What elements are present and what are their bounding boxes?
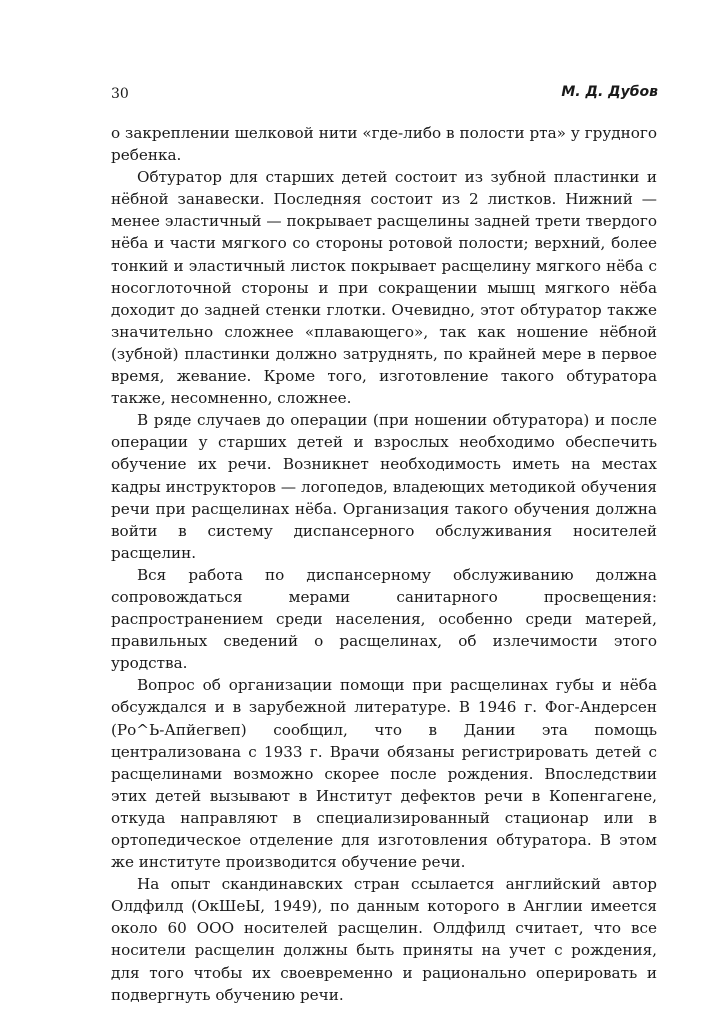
body-text xyxy=(111,122,657,1006)
running-head-author: М. Д. Дубов xyxy=(561,84,658,100)
page-number: 30 xyxy=(111,86,129,102)
paragraph-sanitary-education: Вся работа по диспансерному обслуживанию должна сопровождаться мерами санитарного просвещения: распространением среди населения, особенно среди матерей, правильных сведений о расщелинах, об излечимости этого уродства. xyxy=(111,565,657,673)
paragraph-foreign-literature: Вопрос об организации помощи при расщелинах губы и нёба обсуждался и в зарубежной литературе. В 1946 г. Фог-Андерсен (Ро^Ь-Апйегвеп) сообщил, что в Дании эта помощь централизована с 1933 г. Врачи обязаны регистрировать детей с расщелинами возможно скорее после рождения. Впоследствии этих детей вызывают в Институт дефектов речи в Копенгагене, откуда направляют в специализированный стационар или в ортопедическое отделение для изготовления обтуратора. В этом же институте производится обучение речи. xyxy=(111,676,657,872)
paragraph-obturator: Обтуратор для старших детей состоит из зубной пластинки и нёбной занавески. Последняя состоит из 2 листков. Нижний — менее эластичный — покрывает расщелины задней трети твердого нёба и части мягкого со стороны ротовой полости; верхний, более тонкий и эластичный листок покрывает расщелину мягкого нёба с носоглоточной стороны и при сокращении мышц мягкого нёба доходит до задней стенки глотки. Очевидно, этот обтуратор также значительно сложнее «плавающего», так как ношение нёбной (зубной) пластинки должно затруднять, по крайней мере в первое время, жевание. Кроме того, изготовление такого обтуратора также, несомненно, сложнее. xyxy=(111,168,657,408)
paragraph-scandinavian-experience: На опыт скандинавских стран ссылается английский автор Олдфилд (ОкШеЫ, 1949), по данным которого в Англии имеется около 60 ООО носителей расщелин. Олдфилд считает, что все носители расщелин должны быть приняты на учет с рождения, для того чтобы их своевременно и рационально оперировать и подвергнуть обучению речи. xyxy=(111,875,657,1004)
paragraph-speech-training: В ряде случаев до операции (при ношении обтуратора) и после операции у старших детей и взрослых необходимо обеспечить обучение их речи. Возникнет необходимость иметь на местах кадры инструкторов — логопедов, владеющих методикой обучения речи при расщелинах нёба. Организация такого обучения должна войти в систему диспансерного обслуживания носителей расщелин. xyxy=(111,411,657,562)
paragraph-continuation: о закреплении шелковой нити «где-либо в полости рта» у грудного ребенка. xyxy=(111,124,657,165)
